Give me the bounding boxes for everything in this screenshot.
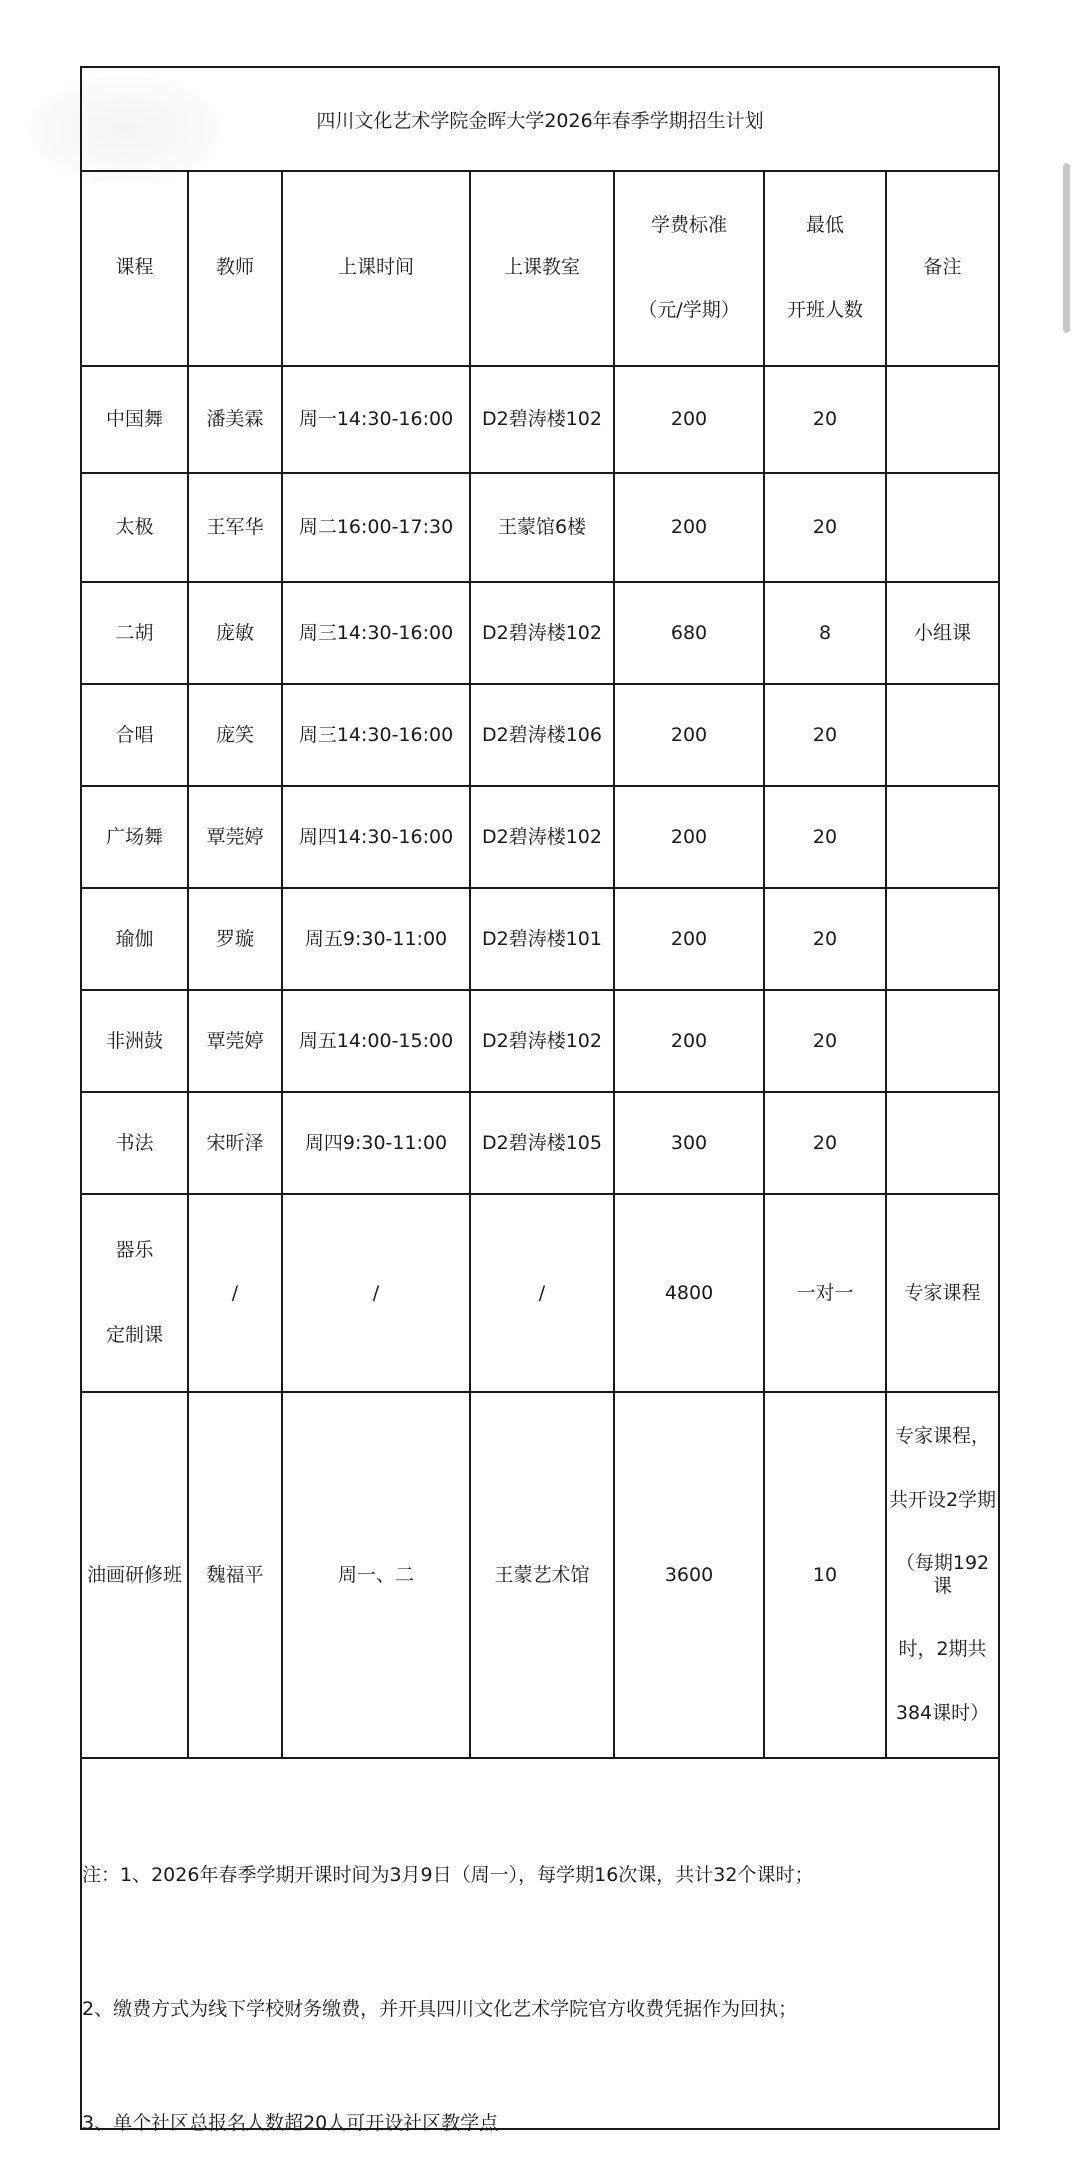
cell-fee: 200	[614, 786, 764, 888]
header-row	[82, 170, 998, 366]
remark-line: 专家课程，	[894, 1425, 990, 1448]
header-teacher: 教师	[188, 170, 282, 366]
table-row-custom-instrument	[82, 1194, 998, 1392]
header-fee	[614, 170, 764, 366]
cell-room: D2碧涛楼101	[470, 888, 614, 990]
cell-fee: 3600	[614, 1392, 764, 1758]
cell-teacher: 潘美霖	[188, 366, 282, 473]
remark-line: （每期192课	[895, 1552, 990, 1597]
cell-time: 周五9:30-11:00	[282, 888, 470, 990]
cell-course: 油画研修班	[82, 1392, 188, 1758]
table-row	[82, 888, 998, 990]
header-min-class	[764, 170, 886, 366]
cell-room: 王蒙艺术馆	[470, 1392, 614, 1758]
header-min-line2: 开班人数	[786, 298, 863, 321]
cell-teacher: 覃莞婷	[188, 786, 282, 888]
enrollment-table	[82, 170, 998, 1759]
cell-course	[82, 1194, 188, 1392]
cell-remark: 专家课程	[886, 1194, 998, 1392]
cell-course: 非洲鼓	[82, 990, 188, 1092]
cell-fee: 680	[614, 582, 764, 684]
cell-course: 合唱	[82, 684, 188, 786]
remark-line: 384课时）	[895, 1701, 990, 1724]
note-item: 3、单个社区总报名人数超20人可开设社区教学点	[82, 2112, 499, 2134]
cell-room: D2碧涛楼106	[470, 684, 614, 786]
cell-remark	[886, 366, 998, 473]
cell-min: 20	[764, 366, 886, 473]
header-time: 上课时间	[282, 170, 470, 366]
cell-course: 二胡	[82, 582, 188, 684]
table-row	[82, 684, 998, 786]
cell-time: 周一、二	[282, 1392, 470, 1758]
cell-fee: 200	[614, 684, 764, 786]
remark-line: 共开设2学期	[888, 1488, 997, 1511]
cell-room: D2碧涛楼102	[470, 582, 614, 684]
cell-remark	[886, 1092, 998, 1194]
cell-room: 王蒙馆6楼	[470, 473, 614, 582]
cell-fee: 200	[614, 888, 764, 990]
cell-min: 20	[764, 786, 886, 888]
remark-line: 时，2期共	[898, 1638, 987, 1661]
cell-teacher: 庞敏	[188, 582, 282, 684]
cell-fee: 200	[614, 990, 764, 1092]
cell-remark: 小组课	[886, 582, 998, 684]
cell-remark	[886, 473, 998, 582]
cell-remark	[886, 786, 998, 888]
cell-time: 周一14:30-16:00	[282, 366, 470, 473]
cell-min: 一对一	[764, 1194, 886, 1392]
table-row	[82, 582, 998, 684]
cell-teacher: /	[188, 1194, 282, 1392]
cell-fee: 4800	[614, 1194, 764, 1392]
cell-remark	[886, 888, 998, 990]
header-course: 课程	[82, 170, 188, 366]
enrollment-plan-sheet	[80, 66, 1000, 2134]
cell-room: D2碧涛楼102	[470, 786, 614, 888]
cell-min: 8	[764, 582, 886, 684]
cell-time: /	[282, 1194, 470, 1392]
header-min-line1: 最低	[805, 213, 844, 236]
header-remark: 备注	[886, 170, 998, 366]
cell-time: 周二16:00-17:30	[282, 473, 470, 582]
cell-teacher: 王军华	[188, 473, 282, 582]
cell-teacher: 覃莞婷	[188, 990, 282, 1092]
cell-course-line1: 器乐	[115, 1239, 154, 1262]
table-row-oil-painting	[82, 1392, 998, 1758]
table-row	[82, 990, 998, 1092]
cell-time: 周五14:00-15:00	[282, 990, 470, 1092]
cell-time: 周三14:30-16:00	[282, 684, 470, 786]
cell-teacher: 罗璇	[188, 888, 282, 990]
cell-course-line2: 定制课	[105, 1324, 163, 1347]
cell-room: D2碧涛楼105	[470, 1092, 614, 1194]
cell-room: /	[470, 1194, 614, 1392]
cell-teacher: 魏福平	[188, 1392, 282, 1758]
cell-time: 周四14:30-16:00	[282, 786, 470, 888]
cell-remark	[886, 1392, 998, 1758]
table-row	[82, 1092, 998, 1194]
cell-time: 周三14:30-16:00	[282, 582, 470, 684]
table-row	[82, 366, 998, 473]
cell-teacher: 宋昕泽	[188, 1092, 282, 1194]
cell-min: 10	[764, 1392, 886, 1758]
table-row	[82, 473, 998, 582]
table-row	[82, 786, 998, 888]
cell-room: D2碧涛楼102	[470, 990, 614, 1092]
header-fee-line1: 学费标准	[650, 213, 727, 236]
header-fee-line2: （元/学期）	[638, 298, 740, 321]
cell-time: 周四9:30-11:00	[282, 1092, 470, 1194]
cell-course: 广场舞	[82, 786, 188, 888]
cell-fee: 200	[614, 473, 764, 582]
cell-min: 20	[764, 473, 886, 582]
cell-course: 太极	[82, 473, 188, 582]
cell-fee: 200	[614, 366, 764, 473]
cell-course: 瑜伽	[82, 888, 188, 990]
cell-remark	[886, 684, 998, 786]
cell-min: 20	[764, 1092, 886, 1194]
cell-room: D2碧涛楼102	[470, 366, 614, 473]
cell-min: 20	[764, 888, 886, 990]
header-room: 上课教室	[470, 170, 614, 366]
scrollbar-thumb[interactable]	[1063, 163, 1070, 333]
cell-course: 中国舞	[82, 366, 188, 473]
cell-fee: 300	[614, 1092, 764, 1194]
cell-min: 20	[764, 990, 886, 1092]
cell-teacher: 庞笑	[188, 684, 282, 786]
note-item: 注：1、2026年春季学期开课时间为3月9日（周一），每学期16次课，共计32个课时；	[82, 1864, 814, 1886]
cell-min: 20	[764, 684, 886, 786]
cell-course: 书法	[82, 1092, 188, 1194]
cell-remark	[886, 990, 998, 1092]
note-item: 2、缴费方式为线下学校财务缴费，并开具四川文化艺术学院官方收费凭据作为回执；	[82, 1998, 798, 2020]
plan-title: 四川文化艺术学院金晖大学2026年春季学期招生计划	[82, 68, 998, 172]
